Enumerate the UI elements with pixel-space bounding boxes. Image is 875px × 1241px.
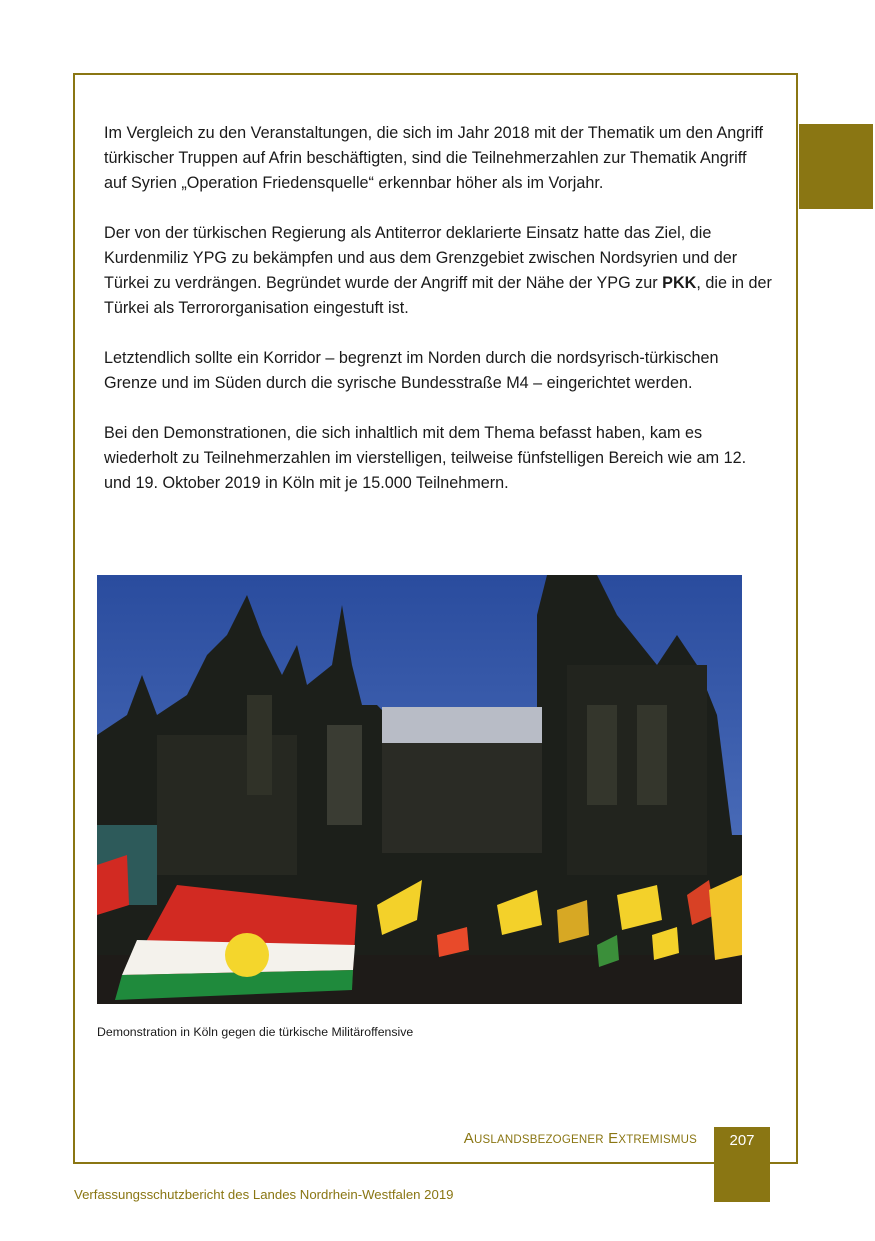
paragraph-2-part-1: Der von der türkischen Regierung als Antiterror deklarierte Einsatz hatte das Ziel, die Kurdenmiliz YPG zu bekämpfen und aus dem Grenzgebiet zwischen Nordsyrien und der Türkei zu verdrängen. Begründet wurde der Angriff mit der Nähe der YPG zur	[104, 224, 738, 292]
chapter-initial-a: A	[463, 1130, 474, 1147]
paragraph-2-part-2: , die in der Türkei als Terrororganisation eingestuft ist.	[104, 274, 772, 317]
chapter-side-tab	[799, 124, 873, 209]
page-number: 207	[729, 1132, 755, 1149]
chapter-word-1: USLANDSBEZOGENER	[474, 1134, 604, 1146]
paragraph-4: Bei den Demonstrationen, die sich inhaltlich mit dem Thema befasst haben, kam es wiederholt zu Teilnehmerzahlen im vierstelligen, teilweise fünfstelligen Bereich wie am 12. und 19. Oktober 2019 in Köln mit je 15.000 Teilnehmern.	[104, 424, 747, 492]
photo-caption: Demonstration in Köln gegen die türkische Militäroffensive	[97, 1025, 414, 1039]
cathedral-demonstration-photo	[97, 575, 742, 1004]
chapter-title	[464, 1130, 697, 1147]
paragraph-1: Im Vergleich zu den Veranstaltungen, die sich im Jahr 2018 mit der Thematik um den Angriff türkischer Truppen auf Afrin beschäftigten, sind die Teilnehmerzahlen zur Thematik Angriff auf Syrien „Operation Friedensquelle“ erkennbar höher als im Vorjahr.	[104, 124, 763, 192]
pkk-term: PKK	[662, 274, 697, 292]
paragraph-2	[104, 221, 772, 321]
chapter-initial-e: E	[608, 1130, 619, 1147]
body-text	[104, 121, 772, 521]
footer-title: Verfassungsschutzbericht des Landes Nordrhein-Westfalen 2019	[74, 1187, 454, 1202]
paragraph-3: Letztendlich sollte ein Korridor – begrenzt im Norden durch die nordsyrisch-türkischen Grenze und im Süden durch die syrische Bundesstraße M4 – eingerichtet werden.	[104, 349, 719, 392]
page-number-box	[714, 1127, 770, 1202]
chapter-word-2: XTREMISMUS	[618, 1134, 697, 1146]
